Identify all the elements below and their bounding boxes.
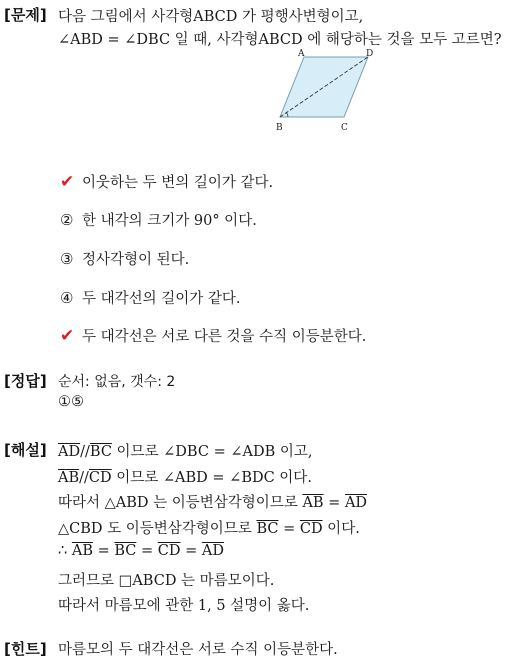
answer-label: [정답] <box>4 372 47 390</box>
option-2-text: 한 내각의 크기가 90° 이다. <box>82 213 257 229</box>
explanation-line-6: 그러므로 □ABCD 는 마름모이다. <box>58 573 275 589</box>
explanation-text: 따라서 △ABD 는 이등변삼각형이므로 <box>58 495 303 511</box>
explanation-line-7: 따라서 마름모에 관한 1, 5 설명이 옳다. <box>58 598 310 614</box>
vertex-label-b: B <box>276 123 283 133</box>
question-line-2: ∠ABD = ∠DBC 일 때, 사각형ABCD 에 해당하는 것을 모두 고르면? <box>58 32 502 48</box>
explanation-label: [해설] <box>4 441 47 459</box>
segment-ab: $\overline{AB}$ <box>58 470 80 486</box>
explanation-text: 이다. <box>322 521 360 537</box>
segment-bc: $\overline{BC}$ <box>114 543 137 559</box>
answer-line-1: 순서: 없음, 갯수: 2 <box>58 374 176 390</box>
vertex-label-a: A <box>298 49 305 59</box>
option-1[interactable] <box>60 171 273 192</box>
option-4[interactable] <box>60 287 241 308</box>
option-4-text: 두 대각선의 길이가 같다. <box>82 291 241 307</box>
parallelogram-figure <box>270 46 380 136</box>
equals-sign: = <box>92 543 115 559</box>
option-5-text: 두 대각선은 서로 다른 것을 수직 이등분한다. <box>82 329 367 345</box>
explanation-line-2 <box>58 466 312 487</box>
option-3-text: 정사각형이 된다. <box>82 252 190 268</box>
question-line-1: 다음 그림에서 사각형ABCD 가 평행사변형이고, <box>58 9 364 25</box>
check-icon: ✔ <box>60 171 75 192</box>
equals-sign: = <box>136 543 158 559</box>
segment-cd: $\overline{CD}$ <box>299 521 323 537</box>
option-2-number: ② <box>60 210 74 229</box>
segment-cd: $\overline{CD}$ <box>157 543 181 559</box>
answer-line-2: ①⑤ <box>58 394 84 410</box>
check-icon: ✔ <box>60 325 75 346</box>
hint-label: [힌트] <box>4 640 47 658</box>
segment-cd: $\overline{CD}$ <box>88 470 112 486</box>
segment-ad: $\overline{AD}$ <box>344 495 368 511</box>
hint-text: 마름모의 두 대각선은 서로 수직 이등분한다. <box>58 642 338 658</box>
equals-sign: = <box>278 521 300 537</box>
explanation-line-1 <box>58 440 312 461</box>
option-5[interactable] <box>60 325 366 346</box>
equals-sign: = <box>323 495 345 511</box>
therefore-sign: ∴ <box>58 543 72 559</box>
question-label: [문제] <box>4 6 47 24</box>
equals-sign: = <box>180 543 202 559</box>
explanation-line-3 <box>58 491 367 512</box>
parallel-sign: // <box>79 470 89 486</box>
explanation-text: 이므로 ∠ABD = ∠BDC 이다. <box>111 470 312 486</box>
option-2[interactable] <box>60 209 257 230</box>
segment-bc: $\overline{BC}$ <box>256 521 279 537</box>
parallel-sign: // <box>80 444 90 460</box>
option-3-number: ③ <box>60 249 74 268</box>
segment-ad: $\overline{AD}$ <box>201 543 224 559</box>
option-3[interactable] <box>60 248 189 269</box>
option-4-number: ④ <box>60 288 74 307</box>
segment-ab: $\overline{AB}$ <box>302 495 324 511</box>
explanation-text: △CBD 도 이등변삼각형이므로 <box>58 521 257 537</box>
explanation-line-4 <box>58 517 360 538</box>
option-1-text: 이웃하는 두 변의 길이가 같다. <box>82 175 274 191</box>
explanation-line-5 <box>58 543 224 559</box>
segment-ab: $\overline{AB}$ <box>71 543 93 559</box>
explanation-text: 이므로 ∠DBC = ∠ADB 이고, <box>111 444 313 460</box>
segment-bc: $\overline{BC}$ <box>89 444 112 460</box>
vertex-label-c: C <box>341 123 348 133</box>
segment-ad: $\overline{AD}$ <box>58 444 81 460</box>
vertex-label-d: D <box>366 49 374 59</box>
